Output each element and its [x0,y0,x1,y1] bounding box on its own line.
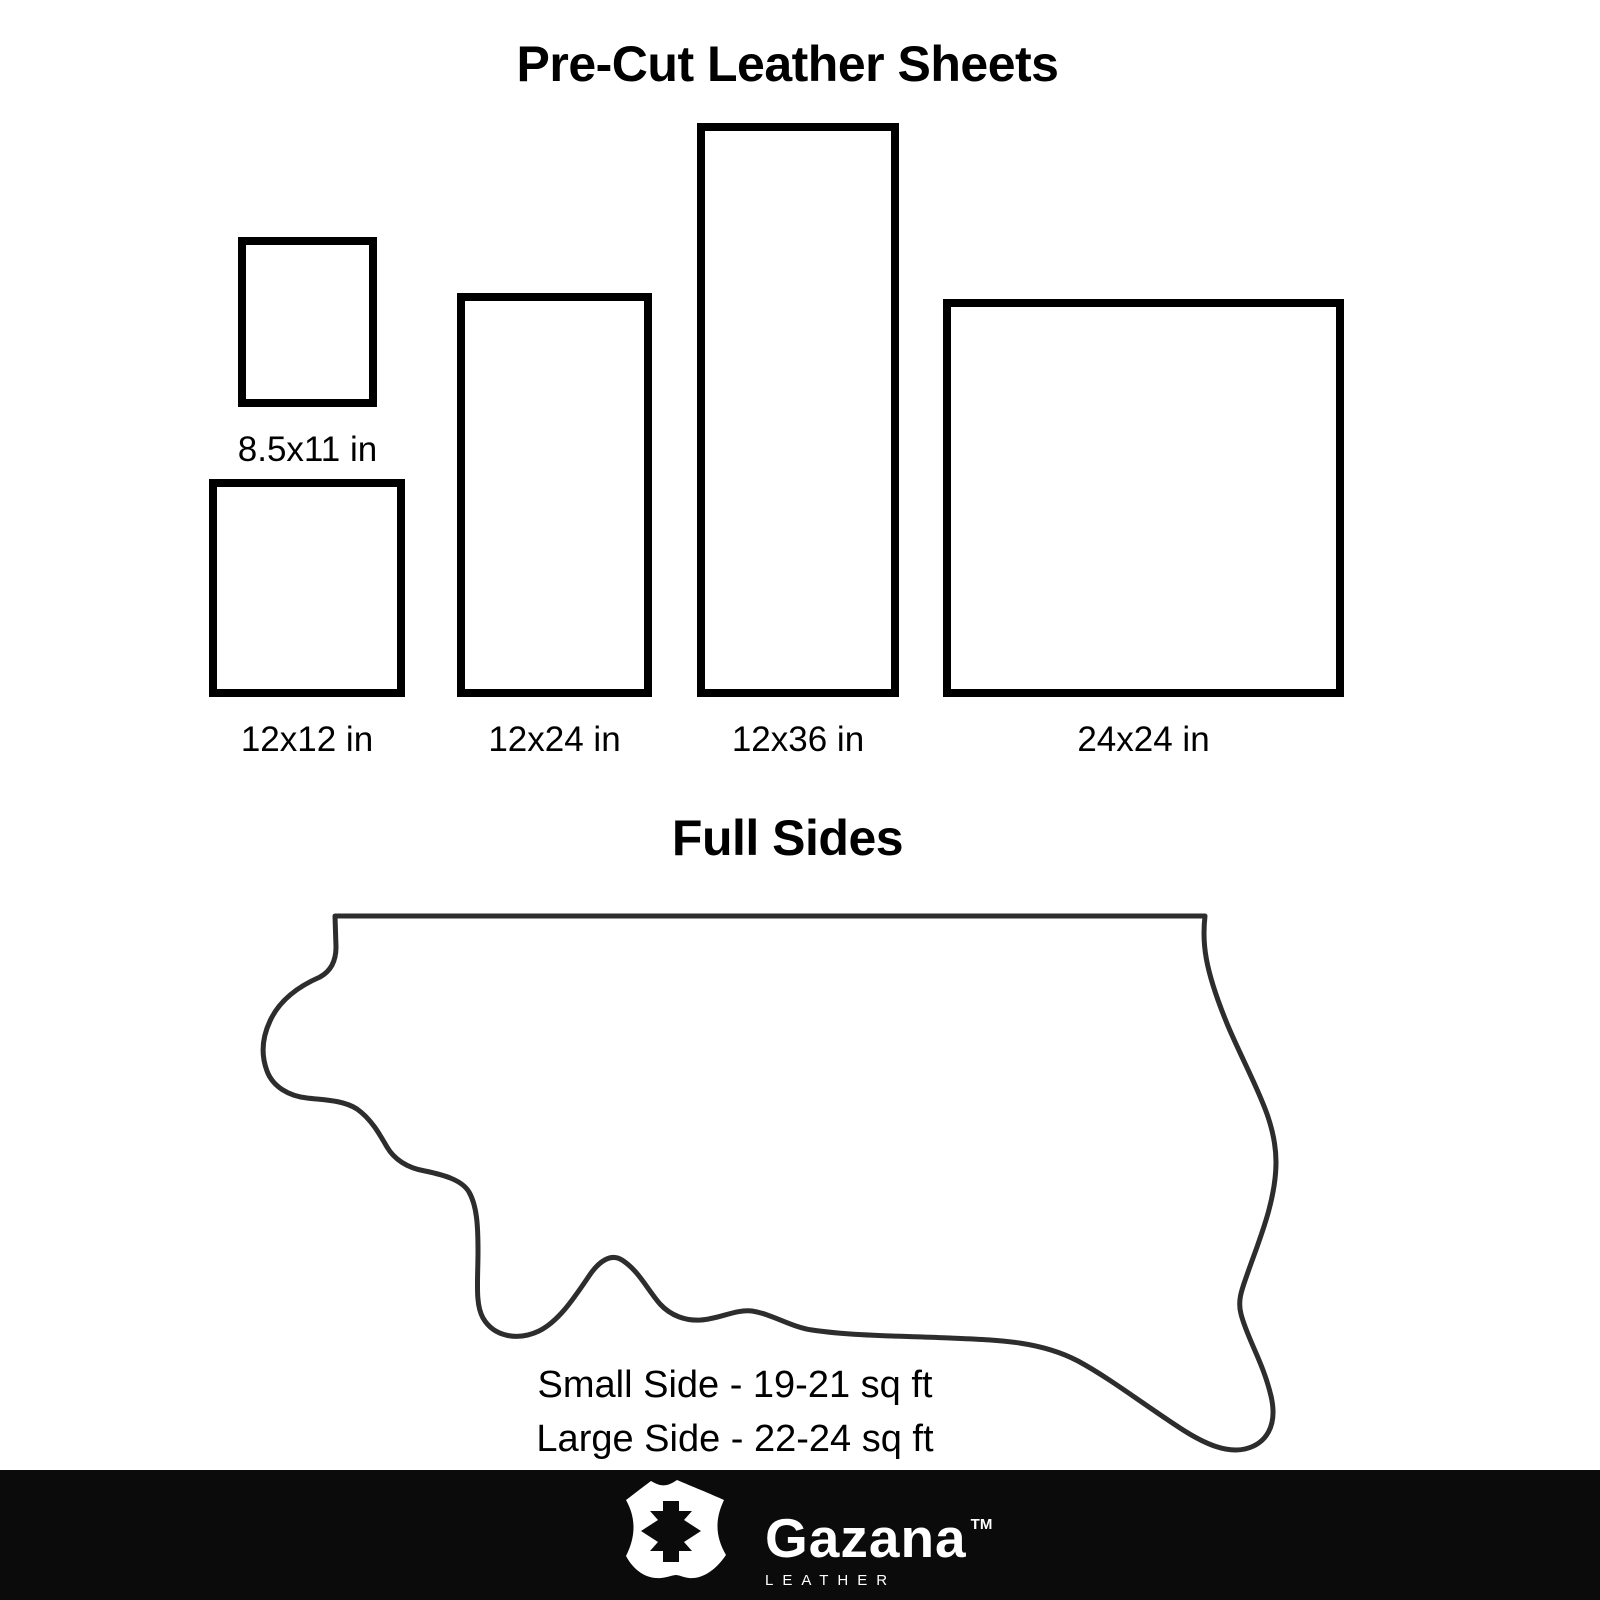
brand-subtitle: LEATHER [765,1572,897,1589]
sheet-rect-12x36-in [697,123,899,697]
sheet-rect-24x24-in [943,299,1344,697]
large-side-note: Large Side - 22-24 sq ft [536,1418,934,1460]
brand-name: Gazana ™ [765,1507,993,1569]
trademark-symbol: TM [970,1516,993,1533]
sheet-label: 12x24 in [488,720,621,759]
sheet-rect-12x12-in [209,479,405,697]
brand-footer [0,1470,1600,1600]
sheet-label: 24x24 in [1077,720,1210,759]
sheet-label: 12x36 in [731,720,865,759]
sheet-rect-8.5x11-in [238,237,377,407]
sheet-rect-12x24-in [457,293,652,697]
full-sides-section-title: Full Sides [671,810,904,866]
brand-wordmark [765,1500,992,1589]
small-side-note: Small Side - 19-21 sq ft [537,1364,933,1406]
precut-section-title: Pre-Cut Leather Sheets [516,36,1059,92]
gazana-logo-badge [611,1474,739,1598]
sheet-label: 8.5x11 in [237,430,378,469]
sheet-label: 12x12 in [240,720,374,759]
